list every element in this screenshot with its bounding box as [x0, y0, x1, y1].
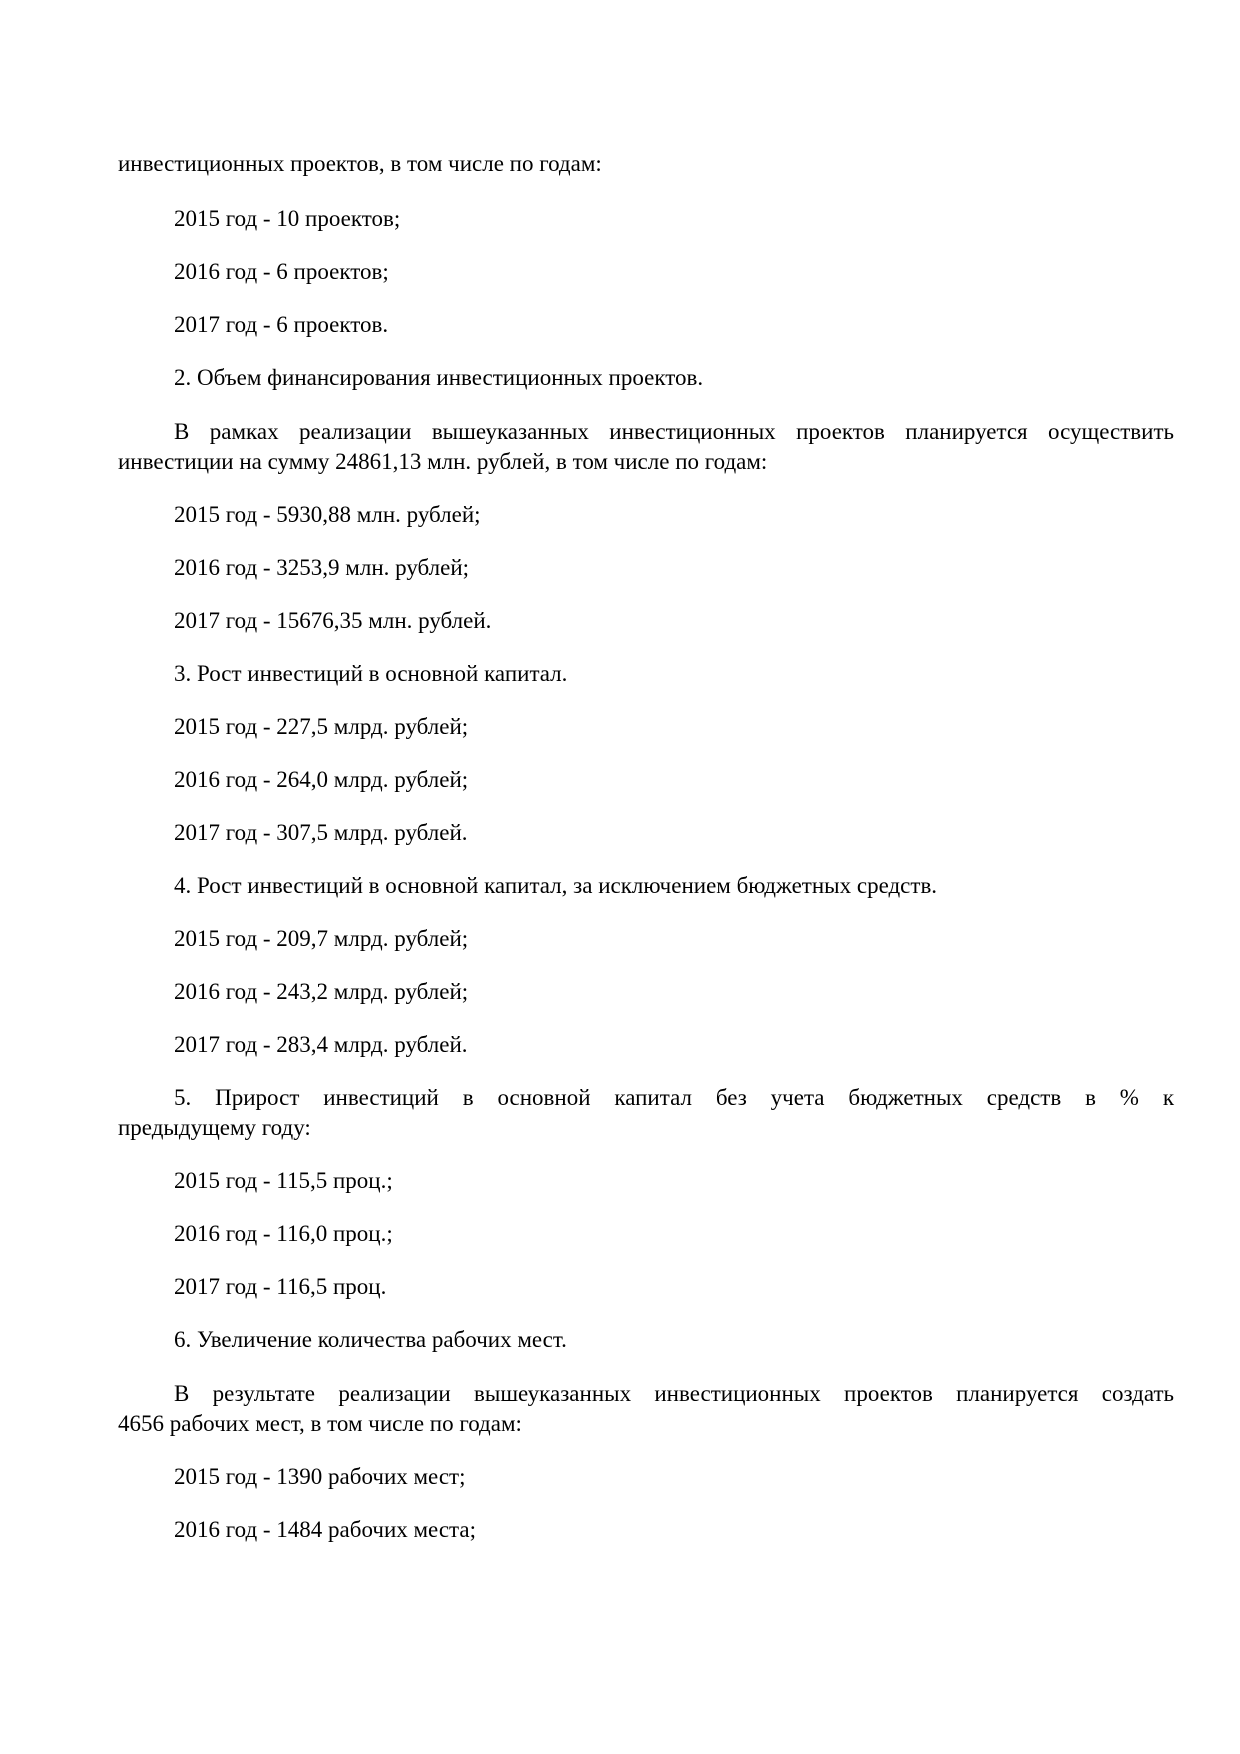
text-line-14: 2017 год - 307,5 млрд. рублей. — [174, 820, 468, 845]
text-line-9: 2016 год - 3253,9 млн. рублей; — [174, 555, 470, 580]
text-line-21: 2015 год - 115,5 проц.; — [174, 1168, 393, 1193]
text-line-10: 2017 год - 15676,35 млн. рублей. — [174, 608, 492, 633]
text-line-1: инвестиционных проектов, в том числе по годам: — [118, 151, 602, 176]
text-line-20: предыдущему году: — [118, 1115, 311, 1140]
text-line-16: 2015 год - 209,7 млрд. рублей; — [174, 926, 469, 951]
text-line-27: 2015 год - 1390 рабочих мест; — [174, 1464, 466, 1489]
text-line-25: В результате реализации вышеуказанных инвестиционных проектов планируется создать — [174, 1381, 1174, 1406]
text-line-7: инвестиции на сумму 24861,13 млн. рублей, в том числе по годам: — [118, 449, 768, 474]
text-line-22: 2016 год - 116,0 проц.; — [174, 1221, 393, 1246]
text-line-17: 2016 год - 243,2 млрд. рублей; — [174, 979, 469, 1004]
text-line-12: 2015 год - 227,5 млрд. рублей; — [174, 714, 469, 739]
section-heading-2: 2. Объем финансирования инвестиционных проектов. — [174, 365, 704, 390]
section-heading-5: 5. Прирост инвестиций в основной капитал без учета бюджетных средств в % к — [174, 1085, 1174, 1110]
text-line-28: 2016 год - 1484 рабочих места; — [174, 1517, 476, 1542]
section-heading-4: 4. Рост инвестиций в основной капитал, за исключением бюджетных средств. — [174, 873, 938, 898]
text-line-26: 4656 рабочих мест, в том числе по годам: — [118, 1411, 522, 1436]
text-line-2: 2015 год - 10 проектов; — [174, 206, 401, 231]
text-line-8: 2015 год - 5930,88 млн. рублей; — [174, 502, 481, 527]
text-line-23: 2017 год - 116,5 проц. — [174, 1274, 387, 1299]
section-heading-3: 3. Рост инвестиций в основной капитал. — [174, 661, 568, 686]
section-heading-6: 6. Увеличение количества рабочих мест. — [174, 1327, 567, 1352]
text-line-3: 2016 год - 6 проектов; — [174, 259, 389, 284]
text-line-18: 2017 год - 283,4 млрд. рублей. — [174, 1032, 468, 1057]
text-line-6: В рамках реализации вышеуказанных инвестиционных проектов планируется осуществить — [174, 419, 1174, 444]
text-line-13: 2016 год - 264,0 млрд. рублей; — [174, 767, 469, 792]
text-line-4: 2017 год - 6 проектов. — [174, 312, 389, 337]
